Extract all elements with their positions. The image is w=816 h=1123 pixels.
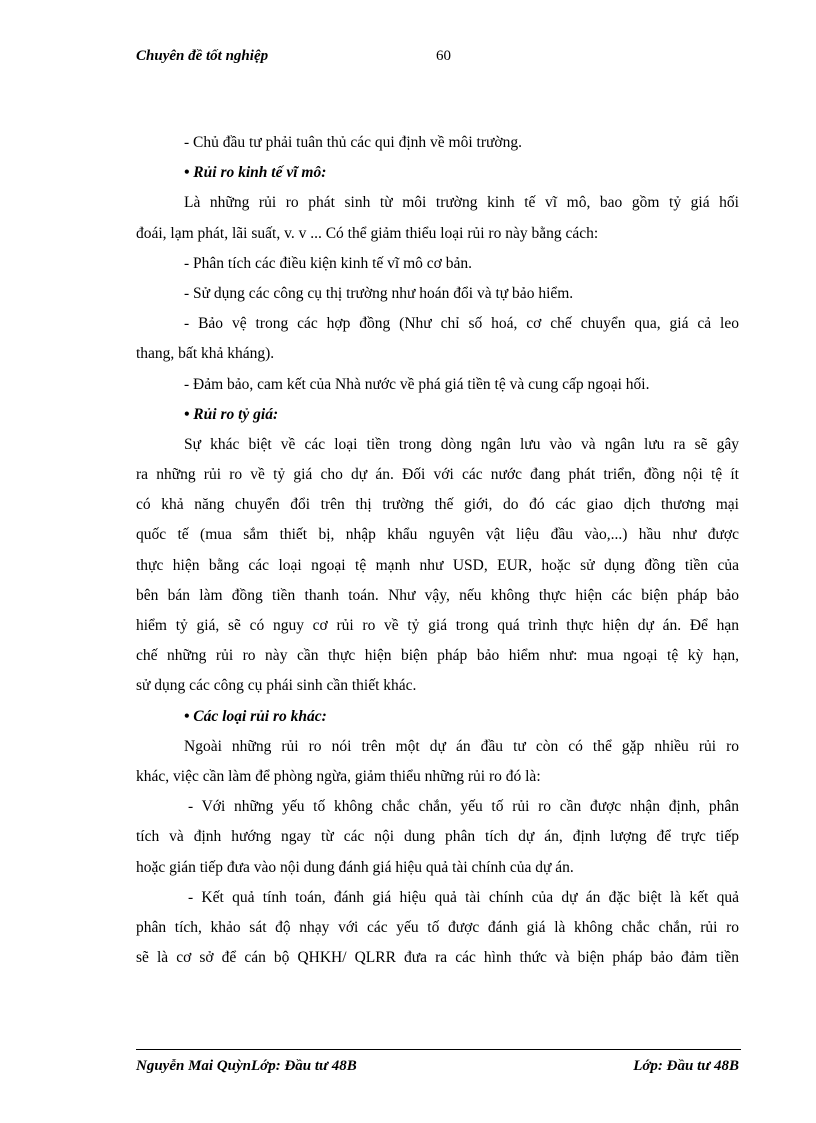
paragraph-line: bên bán làm đồng tiền thanh toán. Như vậy, nếu không thực hiện các biện pháp bảo <box>136 586 739 604</box>
bullet-line: - Phân tích các điều kiện kinh tế vĩ mô cơ bản. <box>184 254 472 272</box>
paragraph-line: sẽ là cơ sở để cán bộ QHKH/ QLRR đưa ra các hình thức và biện pháp bảo đảm tiền <box>136 949 739 967</box>
page-number: 60 <box>436 48 451 64</box>
paragraph-line: Ngoài những rủi ro nói trên một dự án đầu tư còn có thể gặp nhiều rủi ro <box>184 737 739 755</box>
paragraph-line: khác, việc cần làm để phòng ngừa, giảm thiểu những rủi ro đó là: <box>136 767 541 785</box>
bullet-line: - Bảo vệ trong các hợp đồng (Như chỉ số hoá, cơ chế chuyển qua, giá cả leo <box>184 315 739 333</box>
paragraph-line: Sự khác biệt về các loại tiền trong dòng ngân lưu vào và ngân lưu ra sẽ gây <box>184 435 739 453</box>
bullet-line: - Kết quả tính toán, đánh giá hiệu quả tài chính của dự án đặc biệt là kết quả <box>188 888 739 906</box>
paragraph-line: tích và định hướng ngay từ các nội dung phân tích dự án, định lượng để trực tiếp <box>136 828 739 846</box>
body-text <box>136 128 739 973</box>
page-header <box>136 48 736 72</box>
footer-class: Lớp: Đầu tư 48B <box>633 1058 739 1074</box>
paragraph-line: chế những rủi ro này cần thực hiện biện pháp bảo hiểm như: mua ngoại tệ kỳ hạn, <box>136 647 739 665</box>
paragraph-line: sử dụng các công cụ phái sinh cần thiết khác. <box>136 677 417 695</box>
paragraph-line: quốc tế (mua sắm thiết bị, nhập khẩu nguyên vật liệu đầu vào,...) hầu như được <box>136 526 739 544</box>
paragraph-line: phân tích, khảo sát độ nhạy với các yếu tố được đánh giá là không chắc chắn, rủi ro <box>136 918 739 936</box>
paragraph-line: hiểm tỷ giá, sẽ có nguy cơ rủi ro về tỷ giá trong quá trình thực hiện dự án. Để hạn <box>136 617 739 634</box>
document-type-label: Chuyên đề tốt nghiệp <box>136 48 269 64</box>
bullet-line: - Với những yếu tố không chắc chắn, yếu tố rủi ro cần được nhận định, phân <box>188 798 739 816</box>
footer-divider <box>136 1049 741 1050</box>
paragraph-line: thực hiện bằng các loại ngoại tệ mạnh như USD, EUR, hoặc sử dụng đồng tiền của <box>136 556 739 574</box>
paragraph-line: thang, bất khả kháng). <box>136 345 275 363</box>
paragraph-line: đoái, lạm phát, lãi suất, v. v ... Có thể giảm thiểu loại rủi ro này bằng cách: <box>136 224 599 242</box>
bullet-line: - Sử dụng các công cụ thị trường như hoán đổi và tự bảo hiểm. <box>184 284 574 302</box>
section-heading-macro-risk: • Rủi ro kinh tế vĩ mô: <box>184 164 327 182</box>
paragraph-line: hoặc gián tiếp đưa vào nội dung đánh giá hiệu quả tài chính của dự án. <box>136 858 574 876</box>
bullet-line: - Đảm bảo, cam kết của Nhà nước về phá giá tiền tệ và cung cấp ngoại hối. <box>184 375 650 393</box>
bullet-line: - Chủ đầu tư phải tuân thủ các qui định về môi trường. <box>184 134 522 151</box>
section-heading-exchange-risk: • Rủi ro tỷ giá: <box>184 405 279 423</box>
paragraph-line: Là những rủi ro phát sinh từ môi trường kinh tế vĩ mô, bao gồm tỷ giá hối <box>184 194 739 212</box>
paragraph-line: có khả năng chuyển đổi trên thị trường thế giới, do đó các giao dịch thương mại <box>136 496 739 514</box>
section-heading-other-risks: • Các loại rủi ro khác: <box>184 707 327 725</box>
footer-author-class: Nguyễn Mai QuỳnLớp: Đầu tư 48B <box>136 1058 357 1074</box>
paragraph-line: ra những rủi ro về tỷ giá cho dự án. Đối với các nước đang phát triển, đồng nội tệ ít <box>136 466 739 484</box>
